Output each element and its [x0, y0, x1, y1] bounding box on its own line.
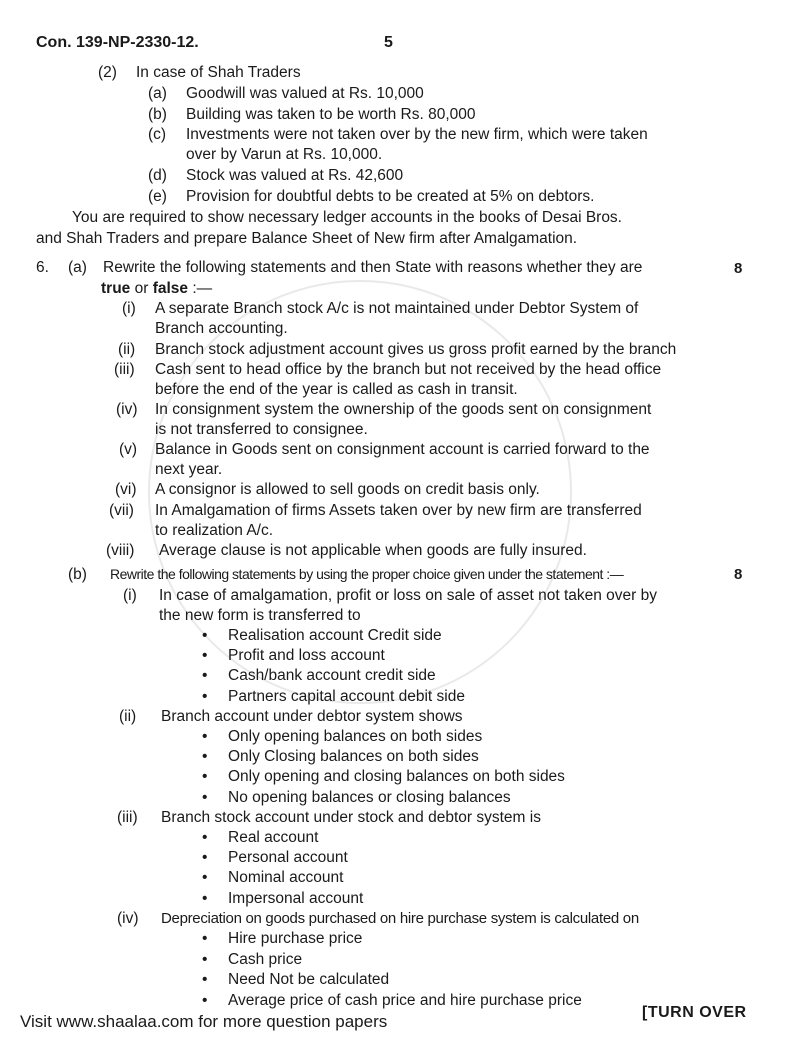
q6a-item-label: (ii): [118, 341, 136, 358]
q6a-item-text-cont: before the end of the year is called as cash in transit.: [155, 381, 518, 398]
turn-over-label: [TURN OVER: [642, 1004, 747, 1021]
q6b-item-text: Branch stock account under stock and debtor system is: [161, 809, 541, 826]
option-item: • Impersonal account: [228, 890, 363, 908]
q6b-label: (b): [68, 566, 87, 583]
option-item: • Cash/bank account credit side: [228, 667, 436, 685]
option-item: • Only Closing balances on both sides: [228, 748, 479, 766]
option-item: • Only opening balances on both sides: [228, 728, 482, 746]
option-item: • No opening balances or closing balances: [228, 789, 511, 807]
q6a-label: (a): [68, 259, 87, 276]
option-item: • Need Not be calculated: [228, 971, 389, 989]
q6a-item-label: (iii): [114, 361, 135, 378]
q6b-item-text-cont: the new form is transferred to: [159, 607, 361, 624]
q6a-item-label: (i): [122, 300, 136, 317]
q6b-marks: 8: [734, 566, 743, 583]
true-keyword: true: [101, 280, 131, 297]
q6b-item-label: (i): [123, 587, 137, 604]
q6a-item-text: A consignor is allowed to sell goods on credit basis only.: [155, 481, 540, 498]
q6a-item-label: (iv): [116, 401, 138, 418]
option-item: • Average price of cash price and hire purchase price: [228, 992, 582, 1010]
q2-item-label: (a): [148, 85, 167, 102]
q6a-item-label: (vi): [115, 481, 137, 498]
or-word: or: [130, 280, 153, 297]
q2-item-label: (e): [148, 188, 167, 205]
q2-item-text: Building was taken to be worth Rs. 80,000: [186, 106, 476, 123]
false-keyword: false: [152, 280, 189, 297]
q2-item-text: Investments were not taken over by the new firm, which were taken: [186, 126, 648, 143]
q6a-item-text: Average clause is not applicable when goods are fully insured.: [159, 542, 587, 559]
q6a-item-text-cont: Branch accounting.: [155, 320, 288, 337]
q6a-marks: 8: [734, 260, 743, 277]
page-number: 5: [384, 34, 393, 51]
q6b-item-text: Depreciation on goods purchased on hire purchase system is calculated on: [161, 910, 639, 927]
option-item: • Cash price: [228, 951, 302, 969]
q2-item-text-cont: over by Varun at Rs. 10,000.: [186, 146, 383, 163]
q6a-item-text: In Amalgamation of firms Assets taken over by new firm are transferred: [155, 502, 642, 519]
q2-instruction-cont: and Shah Traders and prepare Balance Sheet of New firm after Amalgamation.: [36, 230, 578, 247]
q2-item-label: (b): [148, 106, 167, 123]
option-item: • Real account: [228, 829, 318, 847]
q2-title: In case of Shah Traders: [136, 64, 301, 81]
q6a-item-text-cont: next year.: [155, 461, 223, 478]
q6b-item-text: In case of amalgamation, profit or loss on sale of asset not taken over by: [159, 587, 657, 604]
q2-item-text: Goodwill was valued at Rs. 10,000: [186, 85, 424, 102]
q6a-item-text: Branch stock adjustment account gives us gross profit earned by the branch: [155, 341, 677, 358]
footer-visit-link[interactable]: Visit www.shaalaa.com for more question papers: [20, 1012, 388, 1031]
q6b-item-label: (iv): [117, 910, 139, 927]
q6a-item-text-cont: is not transferred to consignee.: [155, 421, 368, 438]
q2-instruction: You are required to show necessary ledger accounts in the books of Desai Bros.: [72, 209, 622, 226]
option-item: • Hire purchase price: [228, 930, 362, 948]
q6a-item-label: (v): [119, 441, 138, 458]
q6a-true-false: [101, 280, 212, 298]
q2-item-label: (c): [148, 126, 167, 143]
q2-number: (2): [98, 64, 117, 81]
option-item: • Personal account: [228, 849, 348, 867]
q6b-item-label: (iii): [117, 809, 138, 826]
q6b-item-text: Branch account under debtor system shows: [161, 708, 463, 725]
option-item: • Realisation account Credit side: [228, 627, 442, 645]
q6b-item-label: (ii): [119, 708, 137, 725]
q6a-item-label: (vii): [109, 502, 134, 519]
q6b-instruction: Rewrite the following statements by using the proper choice given under the statement :—: [110, 566, 624, 582]
q6a-item-text: Cash sent to head office by the branch but not received by the head office: [155, 361, 662, 378]
q2-item-text: Stock was valued at Rs. 42,600: [186, 167, 404, 184]
q6a-item-text: A separate Branch stock A/c is not maintained under Debtor System of: [155, 300, 639, 317]
q6-number: 6.: [36, 259, 49, 276]
colon-dash: :—: [188, 280, 213, 297]
q6a-item-text-cont: to realization A/c.: [155, 522, 274, 539]
option-item: • Partners capital account debit side: [228, 688, 465, 706]
option-item: • Profit and loss account: [228, 647, 385, 665]
option-item: • Only opening and closing balances on both sides: [228, 768, 565, 786]
q6a-item-text: Balance in Goods sent on consignment account is carried forward to the: [155, 441, 650, 458]
q6a-item-text: In consignment system the ownership of the goods sent on consignment: [155, 401, 652, 418]
q6a-instruction: Rewrite the following statements and then State with reasons whether they are: [103, 259, 643, 276]
paper-code: Con. 139-NP-2330-12.: [36, 34, 199, 51]
q6a-item-label: (viii): [106, 542, 135, 559]
q2-item-label: (d): [148, 167, 167, 184]
option-item: • Nominal account: [228, 869, 343, 887]
q2-item-text: Provision for doubtful debts to be created at 5% on debtors.: [186, 188, 595, 205]
